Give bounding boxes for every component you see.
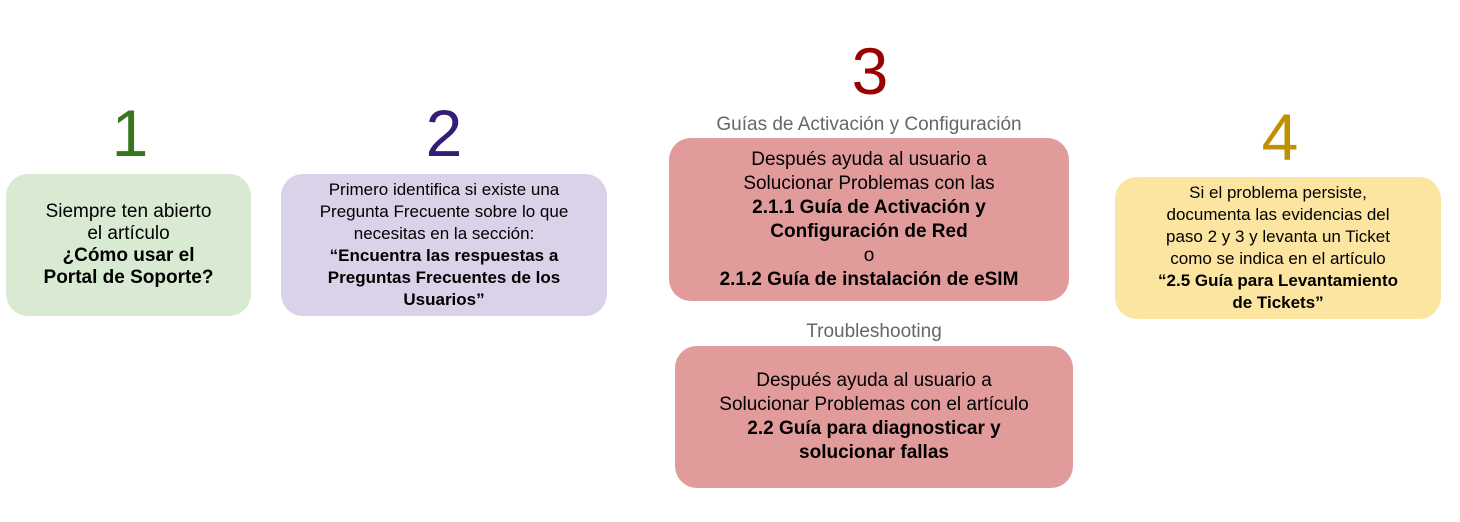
step-3-caption-troubleshooting: Troubleshooting [806, 321, 942, 342]
step-2-number: 2 [425, 96, 463, 170]
step-4-article-title: “2.5 Guía para Levantamiento [1158, 271, 1398, 290]
step-3-guide-title: 2.1.2 Guía de instalación de eSIM [719, 268, 1019, 290]
step-3-guide-title: 2.2 Guía para diagnosticar y [747, 418, 1001, 439]
step-3-guide-title: solucionar fallas [799, 442, 949, 463]
step-1-box [6, 174, 251, 316]
step-3-box-troubleshooting [675, 346, 1073, 488]
step-4-text-line: documenta las evidencias del [1166, 205, 1390, 224]
step-4-box [1115, 177, 1441, 319]
step-3-guide-title: 2.1.1 Guía de Activación y [752, 196, 986, 218]
step-4-number: 4 [1261, 100, 1299, 174]
step-3-text-line: Solucionar Problemas con las [743, 172, 995, 194]
step-2-text-line: necesitas en la sección: [353, 224, 535, 243]
step-1-article-title: ¿Cómo usar el [62, 245, 195, 266]
step-3-number: 3 [851, 34, 889, 108]
step-1-text-line: Siempre ten abierto [45, 201, 212, 222]
step-2-text-line: Pregunta Frecuente sobre lo que [319, 202, 569, 221]
step-3-caption-guias: Guías de Activación y Configuración [716, 114, 1022, 135]
step-2-section-title: Preguntas Frecuentes de los [327, 268, 561, 287]
step-3-text-line: Después ayuda al usuario a [756, 370, 992, 391]
step-3-text-line: Solucionar Problemas con el artículo [719, 394, 1029, 415]
step-2-box [281, 174, 607, 316]
step-2-text-line: Primero identifica si existe una [328, 180, 560, 199]
step-4-article-title: de Tickets” [1232, 293, 1324, 312]
step-2-section-title: “Encuentra las respuestas a [329, 246, 559, 265]
step-4-text-line: paso 2 y 3 y levanta un Ticket [1166, 227, 1390, 246]
step-3-guide-title: Configuración de Red [770, 220, 968, 242]
step-3-connector: o [863, 244, 875, 266]
step-1-text-line: el artículo [87, 223, 170, 244]
step-1-number: 1 [111, 96, 149, 170]
step-4-text-line: como se indica en el artículo [1170, 249, 1386, 268]
step-1-article-title: Portal de Soporte? [43, 267, 214, 288]
step-4-text-line: Si el problema persiste, [1189, 183, 1367, 202]
step-3-text-line: Después ayuda al usuario a [751, 148, 987, 170]
step-3-box-guias [669, 138, 1069, 301]
step-2-section-title: Usuarios” [403, 290, 485, 309]
